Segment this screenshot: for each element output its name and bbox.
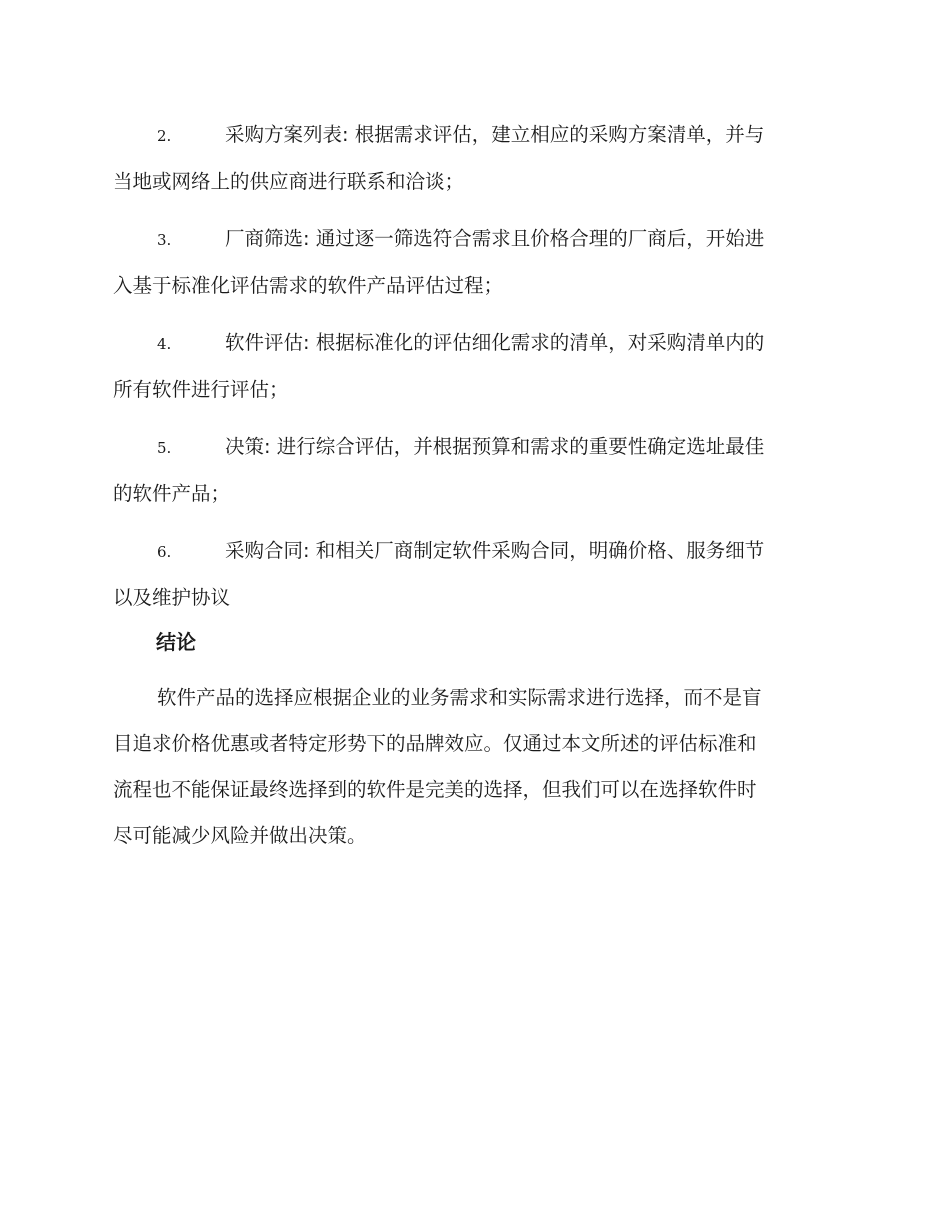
list-item-continuation: 所有软件进行评估； <box>113 378 289 401</box>
list-item-continuation: 入基于标准化评估需求的软件产品评估过程； <box>113 274 504 297</box>
paragraph-line: 软件产品的选择应根据企业的业务需求和实际需求进行选择，而不是盲 <box>157 686 762 709</box>
conclusion-paragraph <box>113 675 833 859</box>
list-item-first-line <box>113 424 828 471</box>
list-item <box>113 112 828 205</box>
list-item-number: 5. <box>157 439 172 457</box>
list-item-text: 软件评估: 根据标准化的评估细化需求的清单，对采购清单内的 <box>225 331 765 354</box>
list-item <box>113 528 828 621</box>
list-item-first-line <box>113 112 828 159</box>
paragraph-line: 目追求价格优惠或者特定形势下的品牌效应。仅通过本文所述的评估标准和 <box>113 732 757 755</box>
paragraph-line: 尽可能减少风险并做出决策。 <box>113 824 367 847</box>
list-item-first-line <box>113 528 828 575</box>
list-item <box>113 424 828 517</box>
list-item-first-line <box>113 216 828 263</box>
procurement-steps-list <box>113 112 828 632</box>
list-item <box>113 320 828 413</box>
list-item-number: 3. <box>157 231 172 249</box>
conclusion-heading: 结论 <box>156 630 196 654</box>
paragraph-line: 流程也不能保证最终选择到的软件是完美的选择，但我们可以在选择软件时 <box>113 778 757 801</box>
list-item-first-line <box>113 320 828 367</box>
list-item-text: 厂商筛选: 通过逐一筛选符合需求且价格合理的厂商后，开始进 <box>225 227 765 250</box>
list-item-number: 6. <box>157 543 172 561</box>
list-item-text: 采购合同: 和相关厂商制定软件采购合同，明确价格、服务细节 <box>225 539 765 562</box>
list-item-number: 4. <box>157 335 172 353</box>
list-item-continuation: 的软件产品； <box>113 482 231 505</box>
list-item-text: 决策: 进行综合评估，并根据预算和需求的重要性确定选址最佳 <box>225 435 765 458</box>
list-item-number: 2. <box>157 127 172 145</box>
list-item <box>113 216 828 309</box>
list-item-continuation: 当地或网络上的供应商进行联系和洽谈； <box>113 170 465 193</box>
list-item-continuation: 以及维护协议 <box>113 586 231 609</box>
list-item-text: 采购方案列表: 根据需求评估，建立相应的采购方案清单，并与 <box>225 123 765 146</box>
